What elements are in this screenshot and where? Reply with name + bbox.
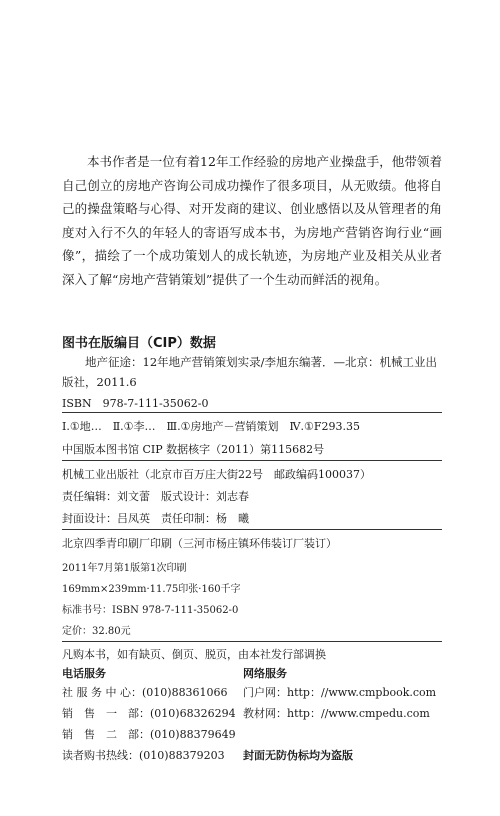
net-service-title: 网络服务 <box>243 667 287 680</box>
portal-site: 门户网：http：//www.cmpbook.com <box>243 686 437 699</box>
cip-classification: Ⅰ.①地… Ⅱ.①李… Ⅲ.①房地产－营销策划 Ⅳ.①F293.35 <box>62 420 360 433</box>
anti-counterfeit-note: 封面无防伪标均为盗版 <box>243 749 353 762</box>
format-line: 169mm×239mm·11.75印张·160千字 <box>62 584 241 595</box>
cip-number: 中国版本图书馆 CIP 数据核字（2011）第115682号 <box>62 443 325 456</box>
phone-service-title: 电话服务 <box>62 667 106 680</box>
divider <box>62 641 442 642</box>
cip-main-entry: 地产征途：12年地产营销策划实录/李旭东编著．—北京：机械工业出版社，2011.6 <box>62 355 438 389</box>
publisher-name: 机械工业出版社（北京市百万庄大街22号 邮政编码100037） <box>62 468 371 481</box>
divider <box>62 529 442 530</box>
cover-design-line: 封面设计：吕凤英 责任印制：杨 曦 <box>62 512 249 525</box>
edu-site: 教材网：http：//www.cmpedu.com <box>243 707 430 720</box>
phone-line: 读者购书热线：(010)88379203 <box>62 749 225 762</box>
service-notice: 凡购本书，如有缺页、倒页、脱页，由本社发行部调换 <box>62 648 326 661</box>
cip-isbn: ISBN 978-7-111-35062-0 <box>62 397 209 410</box>
price-line: 定价：32.80元 <box>62 626 131 637</box>
standard-number: 标准书号：ISBN 978-7-111-35062-0 <box>62 605 239 616</box>
book-description: 本书作者是一位有着12年工作经验的房地产业操盘手，他带领着自己创立的房地产咨询公司成功操作了很多项目，从无败绩。他将自己的操盘策略与心得、对开发商的建议、创业感悟以及从管理者的角度对入行不久的年轻人的寄语写成本书，为房地产营销咨询行业“画像”，描绘了一个成功策划人的成长轨迹，为房地产业及相关从业者深入了解“房地产营销策划”提供了一个生动而鲜活的视角。 <box>62 154 442 287</box>
editor-line: 责任编辑：刘文蕾 版式设计：刘志春 <box>62 490 249 503</box>
phone-line: 社 服 务 中 心：(010)88361066 <box>62 686 228 699</box>
divider <box>62 460 442 461</box>
divider <box>62 412 442 413</box>
phone-line: 销 售 一 部：(010)68326294 <box>62 707 236 720</box>
phone-line: 销 售 二 部：(010)88379649 <box>62 728 236 741</box>
edition-line: 2011年7月第1版第1次印刷 <box>62 563 187 574</box>
cip-title: 图书在版编目（CIP）数据 <box>62 336 216 351</box>
printer-line: 北京四季青印刷厂印刷（三河市杨庄镇环伟装订厂装订） <box>62 537 337 550</box>
